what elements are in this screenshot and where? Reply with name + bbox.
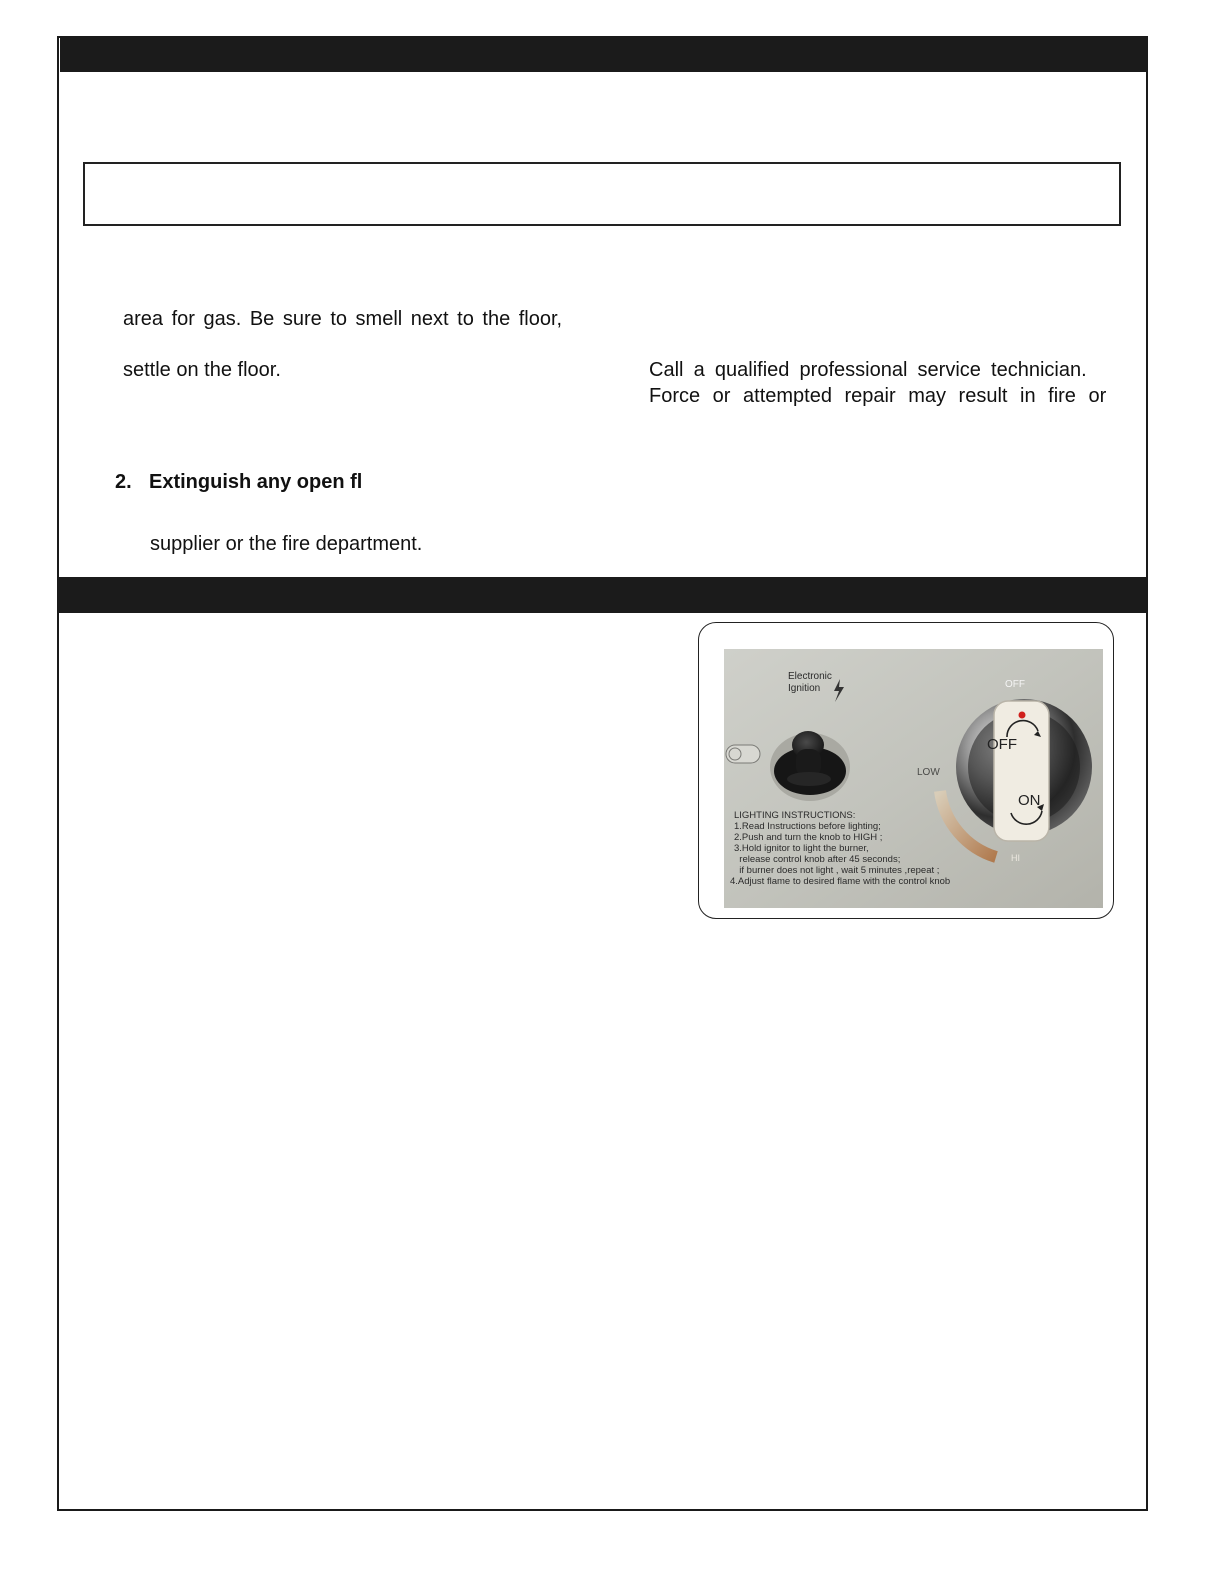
instruction-line: 1.Read Instructions before lighting; [734,821,881,832]
knob-off-label: OFF [987,736,1017,753]
dial-low-label: LOW [917,767,940,778]
control-panel-photo [724,649,1103,908]
text-call-technician: Call a qualified professional service technician. [649,359,1087,381]
section-header-bar-2 [57,577,1146,613]
section-header-bar [60,37,1148,72]
instruction-line: 4.Adjust flame to desired flame with the control knob [730,876,951,887]
text-settle-on-floor: settle on the floor. [123,359,281,381]
instruction-line: release control knob after 45 seconds; [734,854,901,865]
step-2-heading [115,470,362,494]
step-2-number: 2. [115,471,132,493]
dial-off-label: OFF [1005,679,1025,690]
text-force-repair: Force or attempted repair may result in fire or [649,385,1107,407]
indicator-dot-icon [1019,712,1026,719]
step-2-text: Extinguish any open fl [149,471,363,493]
electronic-label: Electronic [788,671,832,682]
control-knob-handle [994,701,1049,841]
instruction-line: if burner does not light , wait 5 minutes ,repeat ; [734,865,940,876]
switch-icon [726,745,760,763]
dial-hi-label: HI [1011,853,1020,863]
knob-on-label: ON [1018,792,1041,809]
instructions-title: LIGHTING INSTRUCTIONS: [734,810,856,821]
instruction-line: 3.Hold ignitor to light the burner, [734,843,869,854]
ignition-label: Ignition [788,683,821,694]
notice-box [83,162,1121,226]
text-supplier: supplier or the fire department. [150,533,423,555]
text-smell-for-gas: area for gas. Be sure to smell next to the floor, [123,308,563,330]
instruction-line: 2.Push and turn the knob to HIGH ; [734,832,883,843]
